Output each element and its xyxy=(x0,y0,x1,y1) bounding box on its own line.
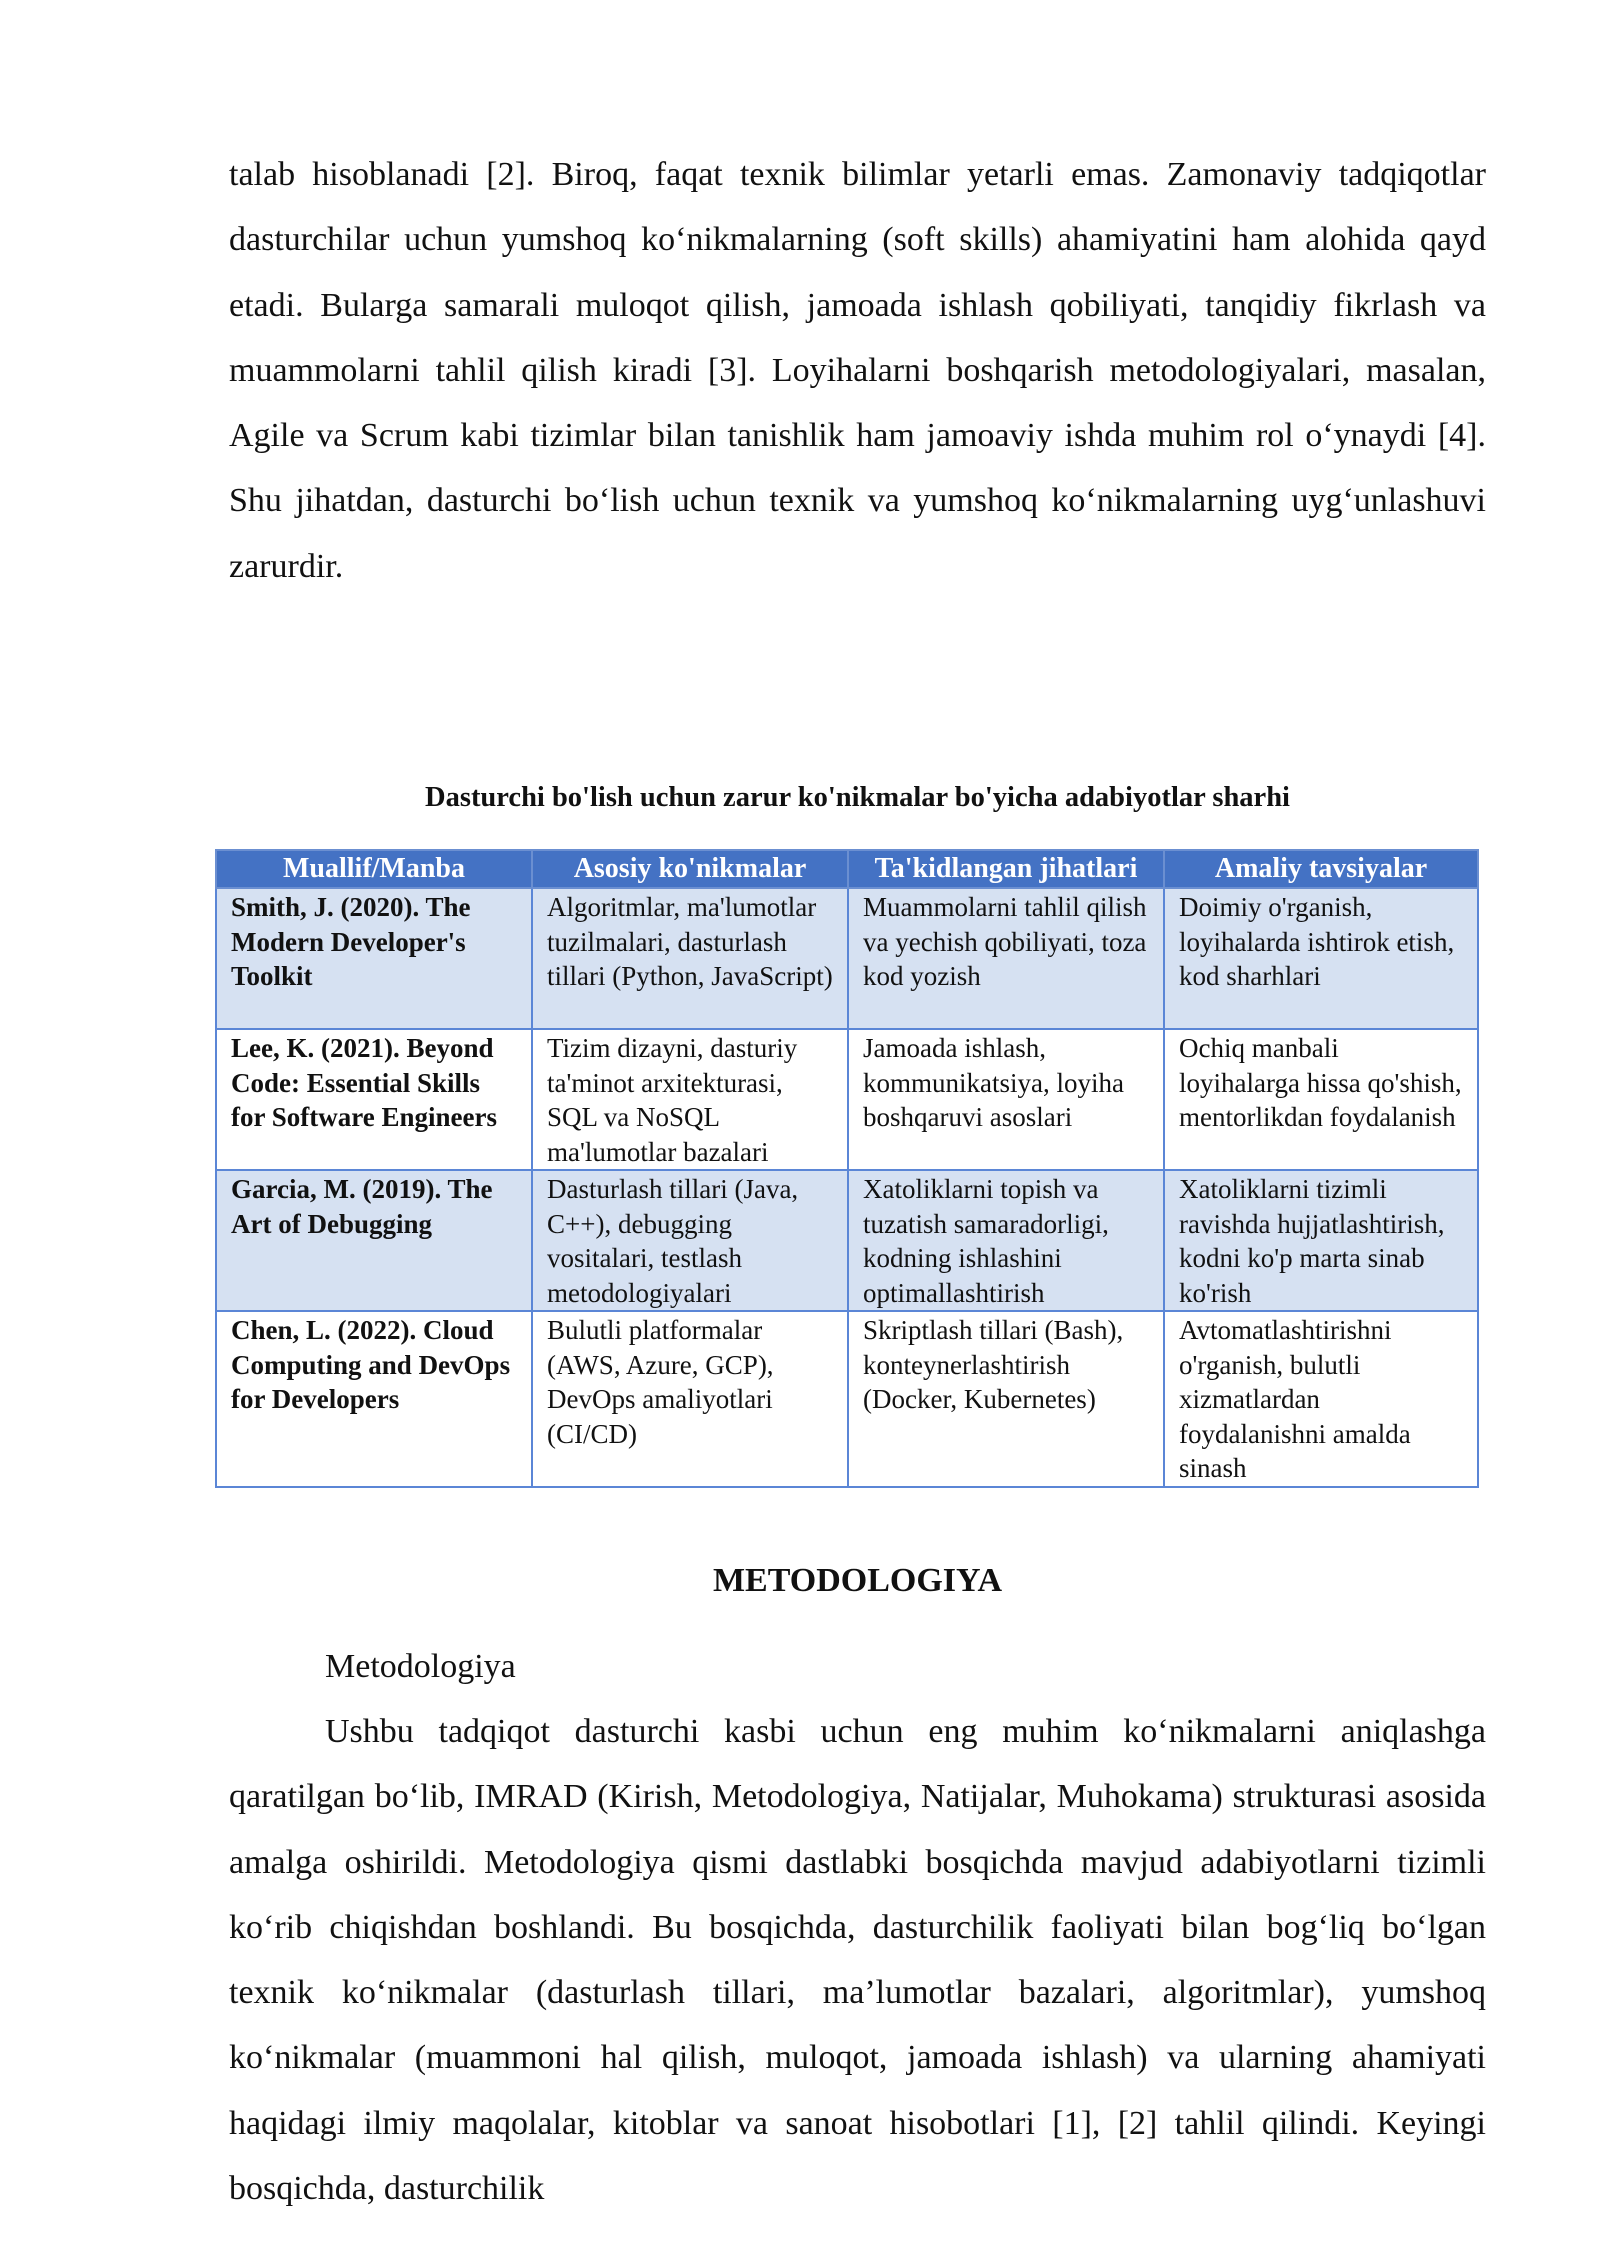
cell-recommendations: Ochiq manbali loyihalarga hissa qo'shish, mentorlikdan foydalanish xyxy=(1164,1029,1478,1170)
cell-recommendations: Doimiy o'rganish, loyihalarda ishtirok etish, kod sharhlari xyxy=(1164,888,1478,1029)
section-heading: METODOLOGIYA xyxy=(712,1562,1003,1599)
table-row xyxy=(216,888,1478,1029)
cell-source: Chen, L. (2022). Cloud Computing and DevOps for Developers xyxy=(216,1311,532,1487)
table-row xyxy=(216,1029,1478,1170)
header-practical-recommendations: Amaliy tavsiyalar xyxy=(1164,850,1478,888)
section-subheading: Metodologiya xyxy=(325,1648,516,1685)
cell-source: Lee, K. (2021). Beyond Code: Essential Skills for Software Engineers xyxy=(216,1029,532,1170)
cell-recommendations: Xatoliklarni tizimli ravishda hujjatlashtirish, kodni ko'p marta sinab ko'rish xyxy=(1164,1170,1478,1311)
header-emphasized-aspects: Ta'kidlangan jihatlari xyxy=(848,850,1164,888)
header-author-source: Muallif/Manba xyxy=(216,850,532,888)
cell-source: Garcia, M. (2019). The Art of Debugging xyxy=(216,1170,532,1311)
literature-review-table xyxy=(215,849,1479,1488)
cell-emphasized-aspects: Skriptlash tillari (Bash), konteynerlashtirish (Docker, Kubernetes) xyxy=(848,1311,1164,1487)
intro-paragraph: talab hisoblanadi [2]. Biroq, faqat texnik bilimlar yetarli emas. Zamonaviy tadqiqotlar dasturchilar uchun yumshoq ko‘nikmalarning (soft skills) ahamiyatini ham alohida qayd etadi. Bularga samarali muloqot qilish, jamoada ishlash qobiliyati, tanqidiy fikrlash va muammolarni tahlil qilish kiradi [3]. Loyihalarni boshqarish metodologiyalari, masalan, Agile va Scrum kabi tizimlar bilan tanishlik ham jamoaviy ishda muhim rol o‘ynaydi [4]. Shu jihatdan, dasturchi bo‘lish uchun texnik va yumshoq ko‘nikmalarning uyg‘unlashuvi zarurdir. xyxy=(229,156,1486,585)
cell-core-skills: Dasturlash tillari (Java, C++), debugging vositalari, testlash metodologiyalari xyxy=(532,1170,848,1311)
cell-source: Smith, J. (2020). The Modern Developer's Toolkit xyxy=(216,888,532,1029)
methodology-section xyxy=(229,1634,1486,2221)
table-caption: Dasturchi bo'lish uchun zarur ko'nikmalar bo'yicha adabiyotlar sharhi xyxy=(425,782,1290,813)
cell-emphasized-aspects: Muammolarni tahlil qilish va yechish qobiliyati, toza kod yozish xyxy=(848,888,1164,1029)
cell-emphasized-aspects: Xatoliklarni topish va tuzatish samaradorligi, kodning ishlashini optimallashtirish xyxy=(848,1170,1164,1311)
header-core-skills: Asosiy ko'nikmalar xyxy=(532,850,848,888)
cell-core-skills: Algoritmlar, ma'lumotlar tuzilmalari, dasturlash tillari (Python, JavaScript) xyxy=(532,888,848,1029)
cell-recommendations: Avtomatlashtirishni o'rganish, bulutli xizmatlardan foydalanishni amalda sinash xyxy=(1164,1311,1478,1487)
table-row xyxy=(216,1170,1478,1311)
page-content xyxy=(229,142,1486,2208)
cell-core-skills: Tizim dizayni, dasturiy ta'minot arxitekturasi, SQL va NoSQL ma'lumotlar bazalari xyxy=(532,1029,848,1170)
methodology-paragraph: Ushbu tadqiqot dasturchi kasbi uchun eng muhim ko‘nikmalarni aniqlashga qaratilgan bo‘lib, IMRAD (Kirish, Metodologiya, Natijalar, Muhokama) strukturasi asosida amalga oshirildi. Metodologiya qismi dastlabki bosqichda mavjud adabiyotlarni tizimli ko‘rib chiqishdan boshlandi. Bu bosqichda, dasturchilik faoliyati bilan bog‘liq bo‘lgan texnik ko‘nikmalar (dasturlash tillari, ma’lumotlar bazalari, algoritmlar), yumshoq ko‘nikmalar (muammoni hal qilish, muloqot, jamoada ishlash) va ularning ahamiyati haqidagi ilmiy maqolalar, kitoblar va sanoat hisobotlari [1], [2] tahlil qilindi. Keyingi bosqichda, dasturchilik xyxy=(229,1713,1486,2208)
cell-core-skills: Bulutli platformalar (AWS, Azure, GCP), DevOps amaliyotlari (CI/CD) xyxy=(532,1311,848,1487)
table-row xyxy=(216,1311,1478,1487)
table-header-row xyxy=(216,850,1478,888)
cell-emphasized-aspects: Jamoada ishlash, kommunikatsiya, loyiha boshqaruvi asoslari xyxy=(848,1029,1164,1170)
